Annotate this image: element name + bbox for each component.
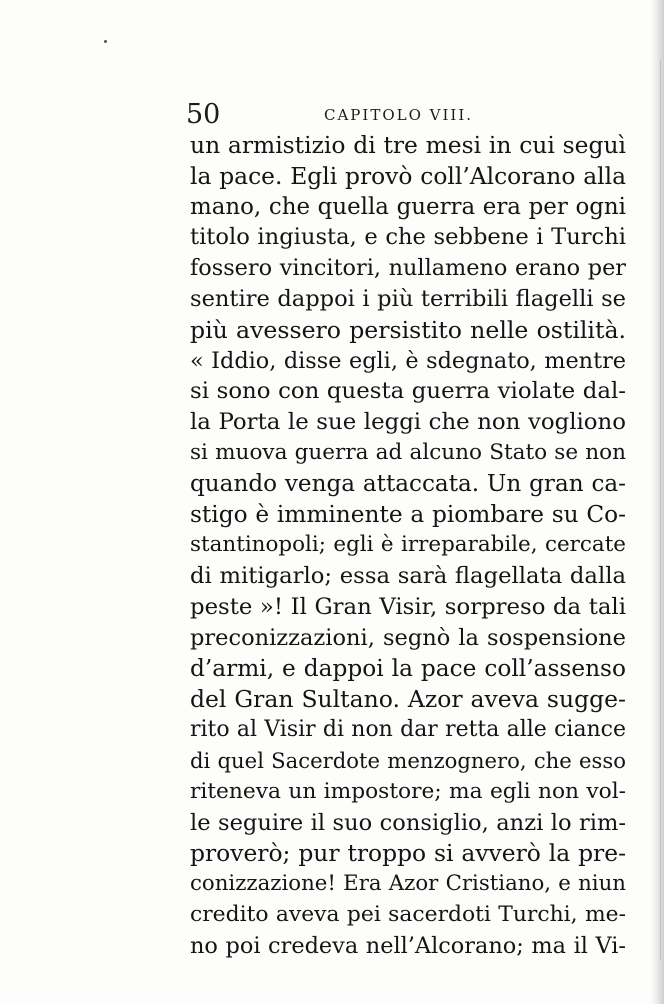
text-line: titolo ingiusta, e che sebbene i Turchi (190, 224, 626, 251)
text-line: di mitigarlo; essa sarà flagellata dalla (190, 563, 626, 590)
page-edge-line (660, 60, 661, 960)
text-line: più avessero persistito nelle ostilità. (190, 315, 626, 344)
text-line: no poi credeva nell’Alcorano; ma il Vi- (190, 932, 626, 959)
text-line: le seguire il suo consiglio, anzi lo rim- (190, 809, 626, 836)
body-text (190, 130, 626, 962)
text-line: del Gran Sultano. Azor aveva sugge- (190, 685, 626, 714)
text-line: riteneva un impostore; ma egli non vol- (190, 778, 626, 804)
text-line: d’armi, e dappoi la pace coll’assenso (190, 654, 626, 682)
text-line: « Iddio, disse egli, è sdegnato, mentre (190, 347, 626, 374)
text-line: rito al Visir di non dar retta alle ciance (190, 717, 626, 743)
text-line: di quel Sacerdote menzognero, che esso (190, 747, 626, 773)
text-line: conizzazione! Era Azor Cristiano, e niun (190, 871, 626, 897)
text-line: sentire dappoi i più terribili flagelli se (190, 285, 626, 312)
text-line: si muova guerra ad alcuno Stato se non (190, 439, 626, 465)
running-head: CAPITOLO VIII. (324, 106, 474, 124)
text-line: fossero vincitori, nullameno erano per (190, 255, 626, 282)
text-line: peste »! Il Gran Visir, sorpreso da tali (190, 593, 626, 620)
text-line: la Porta le sue leggi che non vogliono (190, 409, 626, 436)
page-number: 50 (186, 99, 221, 130)
text-line: stantinopoli; egli è irreparabile, cercate (190, 532, 626, 558)
paper-speck (104, 40, 107, 43)
text-line: proverò; pur troppo si avverò la pre- (190, 839, 626, 868)
text-line: la pace. Egli provò coll’Alcorano alla (190, 161, 626, 190)
text-line: preconizzazioni, segnò la sospensione (190, 624, 626, 651)
text-line: si sono con questa guerra violate dal- (190, 378, 626, 405)
page-edge-shadow (650, 0, 664, 1004)
page-header (186, 100, 626, 130)
text-line: quando venga attaccata. Un gran ca- (190, 470, 626, 497)
text-line: stigo è imminente a piombare su Co- (190, 500, 626, 528)
text-line: mano, che quella guerra era per ogni (190, 193, 626, 220)
text-line: credito aveva pei sacerdoti Turchi, me- (190, 901, 626, 927)
text-line: un armistizio di tre mesi in cui seguì (190, 131, 626, 159)
